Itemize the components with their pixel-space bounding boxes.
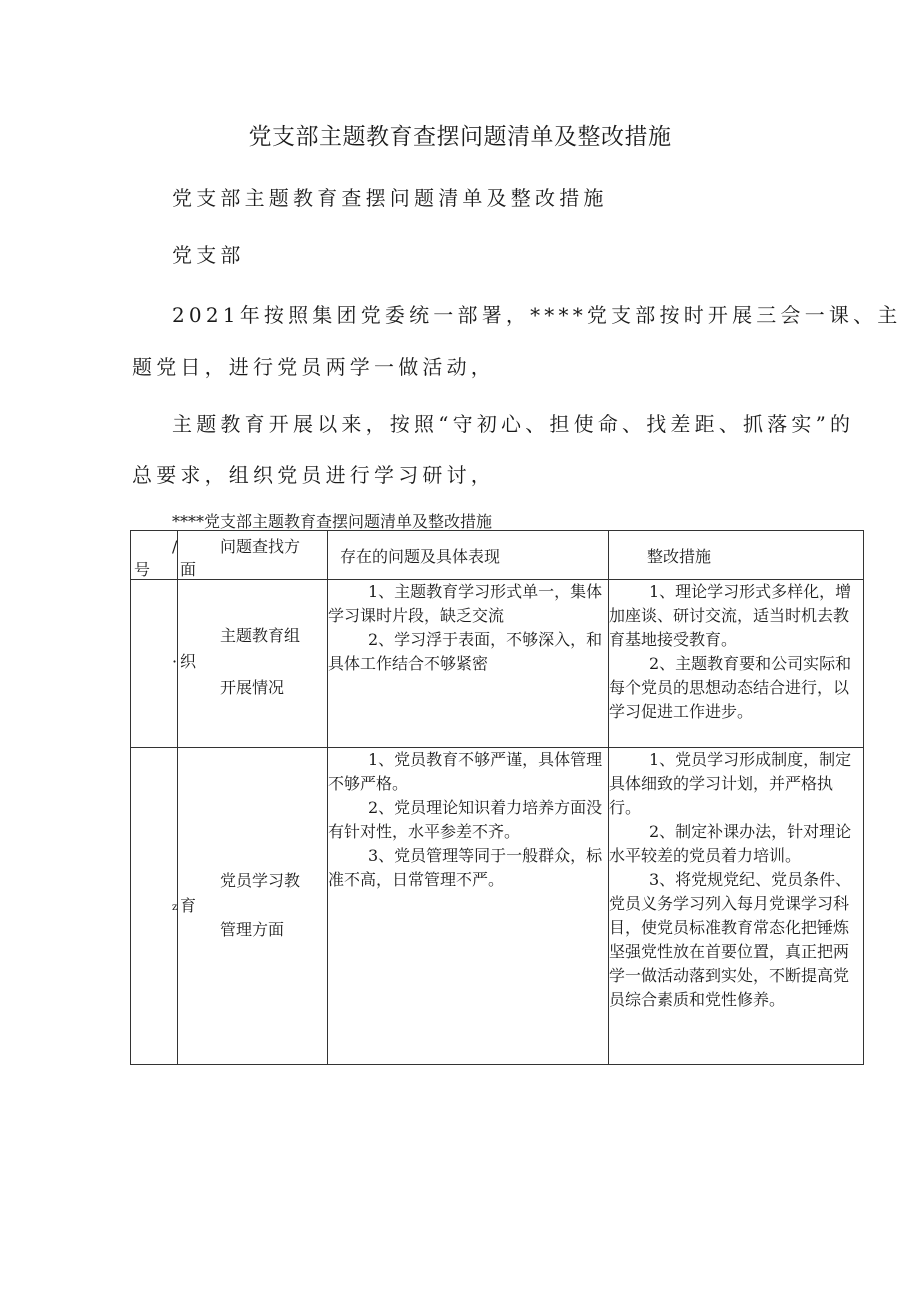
row2-area-line2: 管理方面 xyxy=(220,920,285,939)
issues-table xyxy=(130,530,864,1065)
table-row xyxy=(131,580,864,748)
row1-area-line2: 开展情况 xyxy=(220,678,285,697)
row1-area-line1: 主题教育组 xyxy=(220,626,301,645)
para1-line2: 题党日，进行党员两学一做活动， xyxy=(132,355,495,379)
row2-area-char: 育 xyxy=(180,896,197,915)
row1-measures xyxy=(609,580,864,748)
table-row xyxy=(131,748,864,1065)
row2-number xyxy=(131,748,178,1065)
table-header-row xyxy=(131,531,864,580)
para2-line1: 主题教育开展以来，按照“守初心、担使命、找差距、抓落实”的 xyxy=(172,412,855,436)
row1-problem-1: 1、主题教育学习形式单一，集体学习课时片段，缺乏交流 xyxy=(328,582,603,625)
row1-problems xyxy=(328,580,609,748)
row1-area-char: 织 xyxy=(180,652,197,671)
row2-area xyxy=(178,748,328,1065)
header-problems xyxy=(328,531,609,580)
row2-measure-2: 2、制定补课办法，针对理论水平较差的党员着力培训。 xyxy=(609,822,852,865)
header-measures xyxy=(609,531,864,580)
header-number-label: 号 xyxy=(134,560,151,579)
header-measures-label: 整改措施 xyxy=(647,547,712,566)
row1-number-mark: · xyxy=(172,652,178,671)
row1-number xyxy=(131,580,178,748)
row1-area xyxy=(178,580,328,748)
row2-problem-1: 1、党员教育不够严谨，具体管理不够严格。 xyxy=(328,750,603,793)
row2-measure-1: 1、党员学习形成制度，制定具体细致的学习计划，并严格执行。 xyxy=(609,750,852,817)
row2-measures xyxy=(609,748,864,1065)
row1-problem-2: 2、学习浮于表面，不够深入，和具体工作结合不够紧密 xyxy=(328,630,603,673)
document-title: 党支部主题教育查摆问题清单及整改措施 xyxy=(248,124,672,150)
header-area-char: 面 xyxy=(180,560,197,579)
header-problems-label: 存在的问题及具体表现 xyxy=(340,547,501,566)
para1-line1: 2021年按照集团党委统一部署，****党支部按时开展三会一课、主 xyxy=(172,303,902,327)
header-area xyxy=(172,531,328,580)
row2-number-mark: z xyxy=(172,902,178,913)
header-area-slash: / xyxy=(172,537,178,556)
row1-measure-1: 1、理论学习形式多样化，增加座谈、研讨交流，适当时机去教育基地接受教育。 xyxy=(609,582,852,649)
row2-problem-2: 2、党员理论知识着力培养方面没有针对性，水平参差不齐。 xyxy=(328,798,603,841)
row1-measure-2: 2、主题教育要和公司实际和每个党员的思想动态结合进行，以学习促进工作进步。 xyxy=(609,654,852,721)
para2-line2: 总要求，组织党员进行学习研讨， xyxy=(132,463,495,487)
row2-problems xyxy=(328,748,609,1065)
subtitle: 党支部主题教育查摆问题清单及整改措施 xyxy=(172,186,608,210)
table-caption: ****党支部主题教育查摆问题清单及整改措施 xyxy=(172,512,493,531)
row2-measure-3: 3、将党规党纪、党员条件、党员义务学习列入每月党课学习科目，使党员标准教育常态化把锤炼坚强党性放在首要位置，真正把两学一做活动落到实处，不断提高党员综合素质和党性修养。 xyxy=(609,870,852,1009)
org-name: 党支部 xyxy=(172,243,245,267)
row2-area-line1: 党员学习教 xyxy=(220,871,301,890)
header-area-label: 问题查找方 xyxy=(220,537,301,556)
row2-problem-3: 3、党员管理等同于一般群众，标准不高，日常管理不严。 xyxy=(328,846,603,889)
header-number xyxy=(131,531,178,580)
